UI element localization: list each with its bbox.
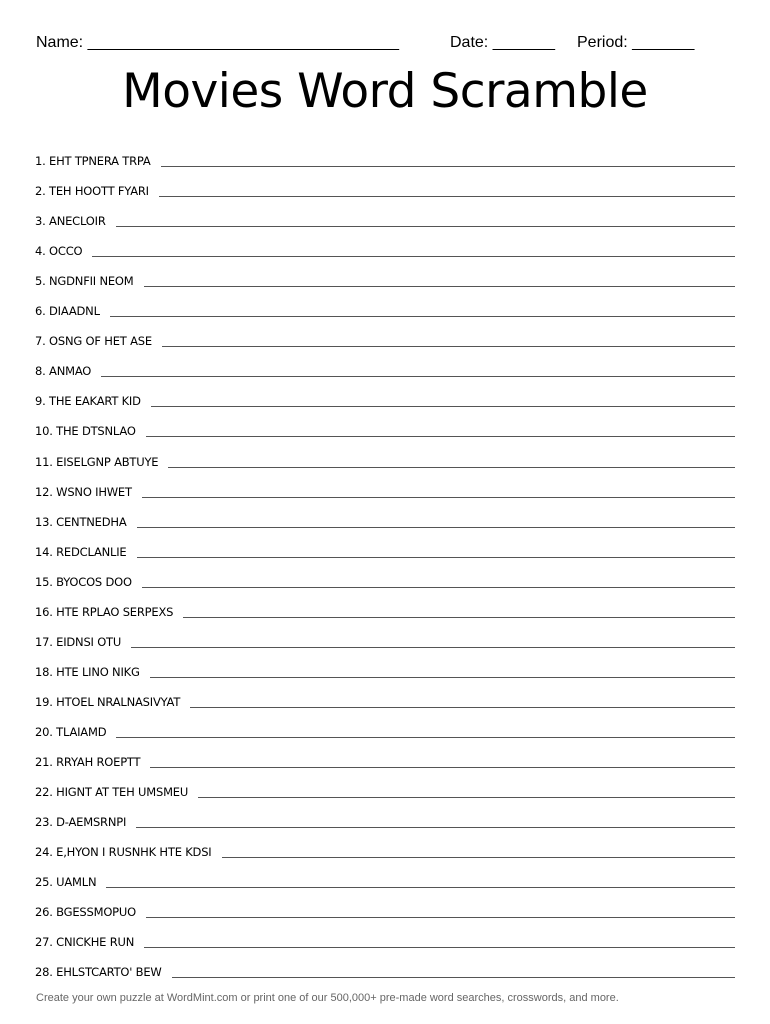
scrambled-word: 25. UAMLN [35, 875, 97, 890]
answer-line[interactable] [146, 917, 735, 918]
scrambled-word: 10. THE DTSNLAO [35, 424, 136, 439]
list-item [35, 288, 735, 318]
scrambled-word: 3. ANECLOIR [35, 214, 106, 229]
scrambled-word: 4. OCCO [35, 244, 83, 259]
answer-line[interactable] [151, 406, 735, 407]
scrambled-word: 13. CENTNEDHA [35, 514, 127, 529]
list-item [35, 709, 735, 739]
answer-line[interactable] [222, 857, 735, 858]
list-item [35, 138, 735, 168]
scrambled-word: 5. NGDNFII NEOM [35, 274, 134, 289]
date-field: Date: _______ [450, 34, 555, 51]
scrambled-word: 9. THE EAKART KID [35, 394, 141, 409]
list-item [35, 859, 735, 889]
scrambled-word: 24. E,HYON I RUSNHK HTE KDSI [35, 845, 212, 860]
answer-line[interactable] [116, 226, 735, 227]
scrambled-word: 12. WSNO IHWET [35, 484, 132, 499]
answer-line[interactable] [136, 827, 735, 828]
list-item [35, 198, 735, 228]
list-item [35, 829, 735, 859]
answer-line[interactable] [106, 887, 735, 888]
scrambled-word: 14. REDCLANLIE [35, 544, 127, 559]
answer-line[interactable] [101, 376, 735, 377]
list-item [35, 649, 735, 679]
answer-line[interactable] [142, 497, 735, 498]
list-item [35, 499, 735, 529]
scrambled-word: 15. BYOCOS DOO [35, 574, 132, 589]
list-item [35, 318, 735, 348]
scrambled-word: 7. OSNG OF HET ASE [35, 334, 152, 349]
answer-line[interactable] [159, 196, 735, 197]
scrambled-word: 23. D-AEMSRNPI [35, 815, 127, 830]
scrambled-word: 1. EHT TPNERA TRPA [35, 154, 151, 169]
answer-line[interactable] [116, 737, 735, 738]
scrambled-word: 6. DIAADNL [35, 304, 100, 319]
list-item [35, 739, 735, 769]
list-item [35, 228, 735, 258]
answer-line[interactable] [162, 346, 735, 347]
scrambled-word: 28. EHLSTCARTO' BEW [35, 965, 162, 980]
page-title: Movies Word Scramble [122, 64, 648, 119]
answer-line[interactable] [150, 767, 735, 768]
answer-line[interactable] [144, 286, 736, 287]
list-item [35, 408, 735, 438]
scrambled-word: 19. HTOEL NRALNASIVYAT [35, 694, 181, 709]
answer-line[interactable] [183, 617, 735, 618]
scrambled-word: 17. EIDNSI OTU [35, 634, 122, 649]
scrambled-word: 18. HTE LINO NIKG [35, 664, 140, 679]
answer-line[interactable] [110, 316, 735, 317]
scrambled-word: 27. CNICKHE RUN [35, 935, 135, 950]
list-item [35, 378, 735, 408]
answer-line[interactable] [190, 707, 735, 708]
list-item [35, 168, 735, 198]
list-item [35, 799, 735, 829]
scrambled-word: 22. HIGNT AT TEH UMSMEU [35, 785, 189, 800]
period-field: Period: _______ [577, 34, 695, 51]
worksheet-header [36, 34, 736, 56]
list-item [35, 619, 735, 649]
list-item [35, 889, 735, 919]
answer-line[interactable] [168, 467, 735, 468]
list-item [35, 559, 735, 589]
answer-line[interactable] [137, 527, 735, 528]
list-item [35, 589, 735, 619]
scrambled-word: 16. HTE RPLAO SERPEXS [35, 604, 174, 619]
scrambled-word: 2. TEH HOOTT FYARI [35, 184, 149, 199]
answer-line[interactable] [92, 256, 735, 257]
scrambled-word: 20. TLAIAMD [35, 724, 107, 739]
name-field: Name: ___________________________________ [36, 34, 400, 51]
answer-line[interactable] [131, 647, 735, 648]
list-item [35, 469, 735, 499]
list-item [35, 679, 735, 709]
list-item [35, 919, 735, 949]
answer-line[interactable] [161, 166, 735, 167]
answer-line[interactable] [137, 557, 736, 558]
list-item [35, 258, 735, 288]
scrambled-word: 8. ANMAO [35, 364, 92, 379]
list-item [35, 438, 735, 468]
answer-line[interactable] [144, 947, 735, 948]
scrambled-word: 11. EISELGNP ABTUYE [35, 454, 159, 469]
list-item [35, 348, 735, 378]
scrambled-word: 26. BGESSMOPUO [35, 905, 136, 920]
scrambled-word: 21. RRYAH ROEPTT [35, 754, 141, 769]
scramble-list [35, 138, 735, 979]
list-item [35, 529, 735, 559]
footer-note: Create your own puzzle at WordMint.com or print one of our 500,000+ pre-made word searches, crosswords, and more. [36, 992, 619, 1004]
answer-line[interactable] [172, 977, 735, 978]
answer-line[interactable] [198, 797, 735, 798]
answer-line[interactable] [142, 587, 735, 588]
answer-line[interactable] [150, 677, 735, 678]
list-item [35, 769, 735, 799]
list-item [35, 949, 735, 979]
answer-line[interactable] [146, 436, 735, 437]
